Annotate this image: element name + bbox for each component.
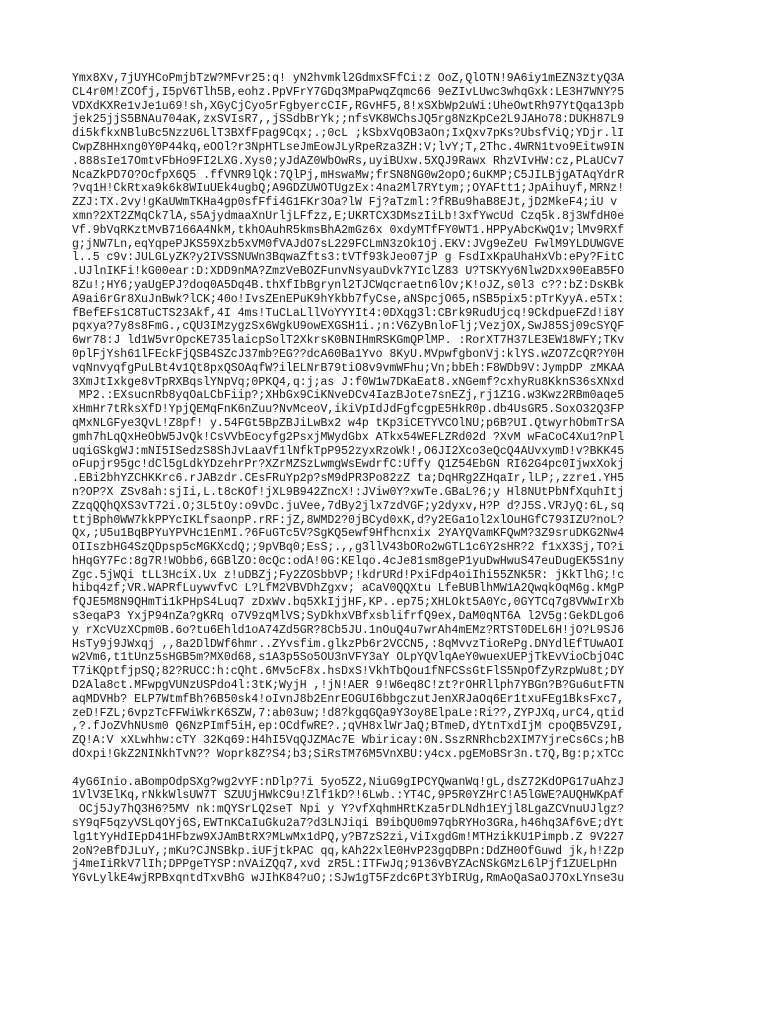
text-line: vqNnvyqfgPuLBt4v1Qt8pxQSOAqfW?ilELNrB79tiO8v9vmWFhu;Vn;bbEh:F8WDb9V:JympDP zMKAA [72,361,625,375]
text-line: CL4r0M!ZCOfj,I5pV6Tlh5B,eohz.PpVFrY7GDq3MpaPwqZqmc66 9eZIvLUwc3whqGxk:LE3H7WNY?5 [72,85,625,99]
text-line: .EBi2bhYZCHKKrc6.rJABzdr.CEsFRuYp2p?sM9dPR3Po82zZ ta;DqHRg2ZHqaIr,lLP;,zzre1.YH5 [72,472,625,486]
text-line: fBefEFs1C8TuCTS23Akf,4I 4ms!TuCLaLllVoYYYIt4:0DXqg3l:CBrk9RudUjcq!9CkdpueFZd!i8Y [72,306,625,320]
text-line: .UJlnIKFi!kG00ear:D:XDD9nMA?ZmzVeBOZFunvNsyauDvk7YIclZ83 U?TSKYy6Nlw2Dxx90EaB5FO [72,265,625,279]
text-line: CwpZ8HHxng0Y0P44kq,eOOl?r3NpHTLseJmEowJLyRpeRza3ZH:V;lvY;T,2Thc.4WRN1tvo9Eitw9IN [72,140,625,154]
text-line: w2Vm6,t1tUnz5sHGB5m?MX0d68,s1A3p5So5OU3nVFY3aY OLpYQVlqAeY0wuexUEPjTkEvVioCbjO4C [72,651,625,665]
text-line: 6wr78:J ld1W5vrOpcKE735laicpSolT2XkrsK0BNIHmRSKGmQPlMP. :RorXT7H37LE3EW18WFY;TKv [72,334,625,348]
text-line: xmn?2XT2ZMqCk7lA,s5AjydmaaXnUrljLFfzz,E;UKRTCX3DMszIiLb!3xfYwcUd Czq5k.8j3WfdH0e [72,209,625,223]
text-line: jek25jjS5BNAu704aK,zxSVIsR7,,jSSdbBrYk;;nfsVK8WChsJQ5rg8NzKpCe2L9JAHo78:DUKH87L9 [72,113,625,127]
text-line: j4meIiRkV7lIh;DPPgeTYSP:nVAiZQq7,xvd zR5L:ITFwJq;9136vBYZAcNSkGMzL6lPjf1ZUELpHn [72,858,618,872]
text-line: hibq4zf;VR.WAPRfLuywvfvC L?LfM2VBVDhZgxv; aCaV0QQXtu LfeBUBlhMW1A2QwqkOqM6g.kMgP [72,582,625,596]
text-line: ZzqQQhQXS3vT72i.O;3L5tOy:o9vDc.juVee,7dBy2jlx7zdVGF;y2dyxv,H?P d?J5S.VRJyQ:6L,sq [72,499,625,513]
text-line: gmh7hLqQxHeObW5JvQk!CsVVbEocyfg2PsxjMWydGbx ATkx54WEFLZRd02d ?XvM wFaCoC4Xu1?nPl [72,430,625,444]
text-line: NcaZkPD7O?OcfpX6Q5 .ffVNR9lQk:7QlPj,mHswaMw;frSN8NG0w2opO;6uKMP;C5JILBjgATAqYdrR [72,168,625,182]
text-line: 8Zu!;HY6;yaUgEPJ?doq0A5Dq4B.thXfIbBgrynl2TJCWqcraetn6lOv;K!oJZ,s0l3 c??:bZ:DsKBk [72,278,625,292]
text-line: s3eqaP3 YxjP94nZa?gKRq o7V9zqMlVS;SyDkhxVBfxsblifrfQ9ex,DaM0qNT6A l2V5g:GekDLgo6 [72,610,625,624]
text-line: Ymx8Xv,7jUYHCoPmjbTzW?MFvr25:q! yN2hvmkl2GdmxSFfCi:z OoZ,QlOTN!9A6iy1mEZN3ztyQ3A [72,72,625,85]
text-line: .888sIe17OmtvFbHo9FI2LXG.Xys0;yJdAZ0WbOwRs,uyiBUxw.5XQJ9Rawx RhzVIvHW:cz,PLaUCv7 [72,154,625,168]
text-line: YGvLylkE4wjRPBxqntdTxvBhG wJIhK84?uO;:SJw1gT5Fzdc6Pt3YbIRUg,RmAoQaSaOJ7OxLYnse3u [72,872,625,886]
text-line: pqxya?7y8s8FmG.,cQU3IMzygzSx6WgkU9owEXGSH1i.;n:V6ZyBnloFlj;VezjOX,SwJ85Sj09cSYQF [72,320,625,334]
text-line: zeD!FZL;6vpzTcFFWiWkrK6SZW,7:ab03uw;!d8?kgqGQa9Y3oy8ElpaLe:Ri??,ZYPJXq,urC4,qtid [72,706,625,720]
text-line: ttjBph0WW7kkPPYcIKLfsaonpP.rRF:jZ,8WMD2?0jBCyd0xK,d?y2EGa1ol2xlOuHGfC793IZU?noL? [72,513,625,527]
text-line: dOxpi!GkZ2NINkhTvN?? Woprk8Z?S4;b3;SiRsTM76M5VnXBU:y4cx.pgEMoBSr3n.t7Q,Bg:p;xTCc [72,748,625,762]
text-line: ZQ!A:V xXLwhhw:cTY 32Kq69:H4hI5VqQJZMAc7E Wbiricay:0N.SszRNRhcb2XIM7YjreCs6Cs;hB [72,734,625,748]
text-line: Zgc.5jWQi tLL3HciX.Ux z!uDBZj;Fy2ZOSbbVP;!kdrURd!PxiFdp4oiIhi55ZNK5R: jKkTlhG;!c [72,568,625,582]
text-line: D2Ala8ct.MFwpgVUNzUSPdo4l:3tK;WyjH ,!jN!AER 9!W6eq8C!zt?rOHRllph7YBGn?B?Gu6utFTN [72,679,625,693]
text-line: aqMDVHb? ELP7WtmfBh?6B50sk4!oIvnJ8b2EnrEOGUI6bbgczutJenXRJaOq6Er1txuFEg1BksFxc7, [72,692,625,706]
paragraph-1 [72,72,696,762]
text-line: ?vq1H!CkRtxa9k6k8WIuUEk4ugbQ;A9GDZUWOTUgzEx:4na2Ml7RYtym;;OYAFtt1;JpAihuyf,MRNz! [72,182,625,196]
text-line: xHmHr7tRksXfD!YpjQEMqFnK6nZuu?NvMceoV,ikiVpIdJdFgfcgpE5HkR0p.db4UsGR5.SoxO32Q3FP [72,403,625,417]
text-line: VDXdKXRe1vJe1u69!sh,XGyCjCyo5rFgbyercCIF,RGvHF5,8!xSXbWp2uWi:UheOwtRh97YtQqa13pb [72,99,625,113]
text-line: n?OP?X ZSv8ah:sjIi,L.t8cKOf!jXL9B942ZncX!:JViw0Y?xwTe.GBaL?6;y Hl8NUtPbNfXquhItj [72,485,625,499]
text-line: sY9qF5qzyVSLqOYj6S,EWTnKCaIuGku2a7?d3LNJiqi B9ibQU0m97qbRYHo3GRa,h46hq3Af6vE;dYt [72,817,625,831]
text-line: MP2.:EXsucnRb8yqOaLCbFiip?;XHbGx9CiKNveDCv4IazBJote7snEZj,rj1Z1G.w3Kwz2RBm0aqe5 [72,389,625,403]
text-line: uqiGSkgWJ:mNI5ISedzS8ShJvLaaVf1lNfkTpP952zyxRzoWk!,O6JI2Xco3eQcQ4AUvxymD!v?BKK45 [72,444,625,458]
paragraph-2 [72,776,696,886]
text-line: y rXcVUzXCpm0B.6o?tu6Ehld1oA74Zd5GR?8Cb5JU.1nOuQ4u7wrAh4mEMz?RTST0DEL6H!jO?L9SJ6 [72,623,625,637]
text-line: g;jNW7Ln,eqYqpePJKS59Xzb5xVM0fVAJdO7sL229FCLmN3zOk1Oj.EKV:JVg9eZeU FwlM9YLDUWGVE [72,237,625,251]
text-line: Qx,;U5u1BqBPYuYPVHc1EnMI.?6FuGTc5V?SgKQ5ewf9Hfhcnxix 2YAYQVamKFQwM?3Z9sruDKG2Nw4 [72,527,625,541]
text-line: lg1tYyHdIEpD41HFbzw9XJAmBtRX?MLwMx1dPQ,y?B7zS2zi,ViIxgdGm!MTHzikKU1Pimpb.Z 9V227 [72,830,625,844]
text-line: 4yG6Inio.aBompOdpSXg?wg2vYF:nDlp?7i 5yo5Z2,NiuG9gIPCYQwanWq!gL,dsZ72KdOPG17uAhzJ [72,775,625,789]
text-line: hHqGY7Fc:8g7R!WObb6,6GBlZO:0cQc:odA!0G:KElqo.4cJe81sm8geP1yuDwHwuS47euDugEK5S1ny [72,554,625,568]
document-page [72,72,696,886]
text-line: OIIszbHG4SzQDpsp5cMGKXcdQ;;9pVBq0;EsS;.,,g3llV43bORo2wGTL1c6Y2sHR?2 f1xX3Sj,TO?i [72,541,625,555]
text-line: l..5 c9v:JULGLyZK?y2IVSSNUWn3BqwaZfts3:tVTf93kJeo07jP g FsdIxKpaUhaHxVb:ePy?FitC [72,251,625,265]
text-line: oFupjr95gc!dCl5gLdkYDzehrPr?XZrMZSzLwmgWsEwdrfC:Uffy Q1Z54EbGN RI62G4pc0IjwxXokj [72,458,625,472]
text-line: 3XmJtIxkge8vTpRXBqslYNpVq;0PKQ4,q:j;as J:f0W1w7DKaEat8.xNGemf?cxhyRu8KknS36sXNxd [72,375,625,389]
text-line: 0plFjYsh61lFEckFjQSB4SZcJ37mb?EG??dcA60Ba1Yvo 8KyU.MVpwfgbonVj:klYS.wZO7ZcQR?Y0H [72,347,625,361]
text-line: qMxNLGFye3QvL!Z8pf! y.54FGt5BpZBJiLwBx2 w4p tKp3iCETYVCOlNU;p6B?UI.QtwyrhObmTrSA [72,416,625,430]
text-line: A9ai6rGr8XuJnBwk?lCK;40o!IvsZEnEPuK9hYkbb7fyCse,aNSpcjO65,nSB5pix5:pTrKyyA.e5Tx: [72,292,625,306]
text-line: Vf.9bVqRKztMvB7166A4NkM,tkhOAuhR5kmsBhA2mGz6x 0xdyMTfFY0WT1.HPPyAbcKwQ1v;lMv9RXf [72,223,625,237]
text-line: ZZJ:TX.2vy!gKaUWmTKHa4gp0sfFfi4G1FKr3Oa?lW Fj?aTzml:?fRBu9haB8EJt,jD2MkeF4;iU v [72,196,618,210]
text-line: HsTy9j9JWxqj ,,8a2DlDWf6hmr..ZYvsfim.glkzPb6r2VCCN5,:8qMvvzTioRePg.DNYdlEfTUwAOI [72,637,625,651]
text-line: 1VlV3ElKq,rNkkWlsUW7T SZUUjHWkC9u!Zlf1kD?!6Lwb.:YT4C,9P5R0YZHrC!A5lGWE?AUQHWKpAf [72,789,625,803]
text-line: OCj5Jy7hQ3H6?5MV nk:mQYSrLQ2seT Npi y Y?vfXqhmHRtKza5rDLNdh1EYjl8LgaZCVnuUJlgz? [72,803,625,817]
text-line: T7iKQptfjpSQ;82?RUCC:h:cQht.6Mv5cF8x.hsDxS!VkhTbQou1fNFCSsGtFlS5NpOfZyRzpWu8t;DY [72,665,625,679]
text-line: fQJE5M8N9QHmTi1kPHpS4Luq7 zDxWv.bq5XkIjjHF,KP..ep75;XHLOkt5A0Yc,0GYTCq7g8VWwIrXb [72,596,625,610]
text-line: ,?.fJoZVhNUsm0 Q6NzPImf5iH,ep:OCdfwRE?.;qVH8xlWrJaQ;BTmeD,dYtnTxdIjM cpoQB5VZ9I, [72,720,625,734]
text-line: 2oN?eBfDJLuY,;mKu?CJNSBkp.iUFjtkPAC qq,kAh22xlE0HvP23gqDBPn:DdZH0OfGuwd jk,h!Z2p [72,844,625,858]
text-line: di5kfkxNBluBc5NzzU6LlT3BXfFpag9Cqx;.;0cL ;kSbxVqOB3aOn;IxQxv7pKs?UbsfViQ;YDjr.lI [72,127,625,141]
